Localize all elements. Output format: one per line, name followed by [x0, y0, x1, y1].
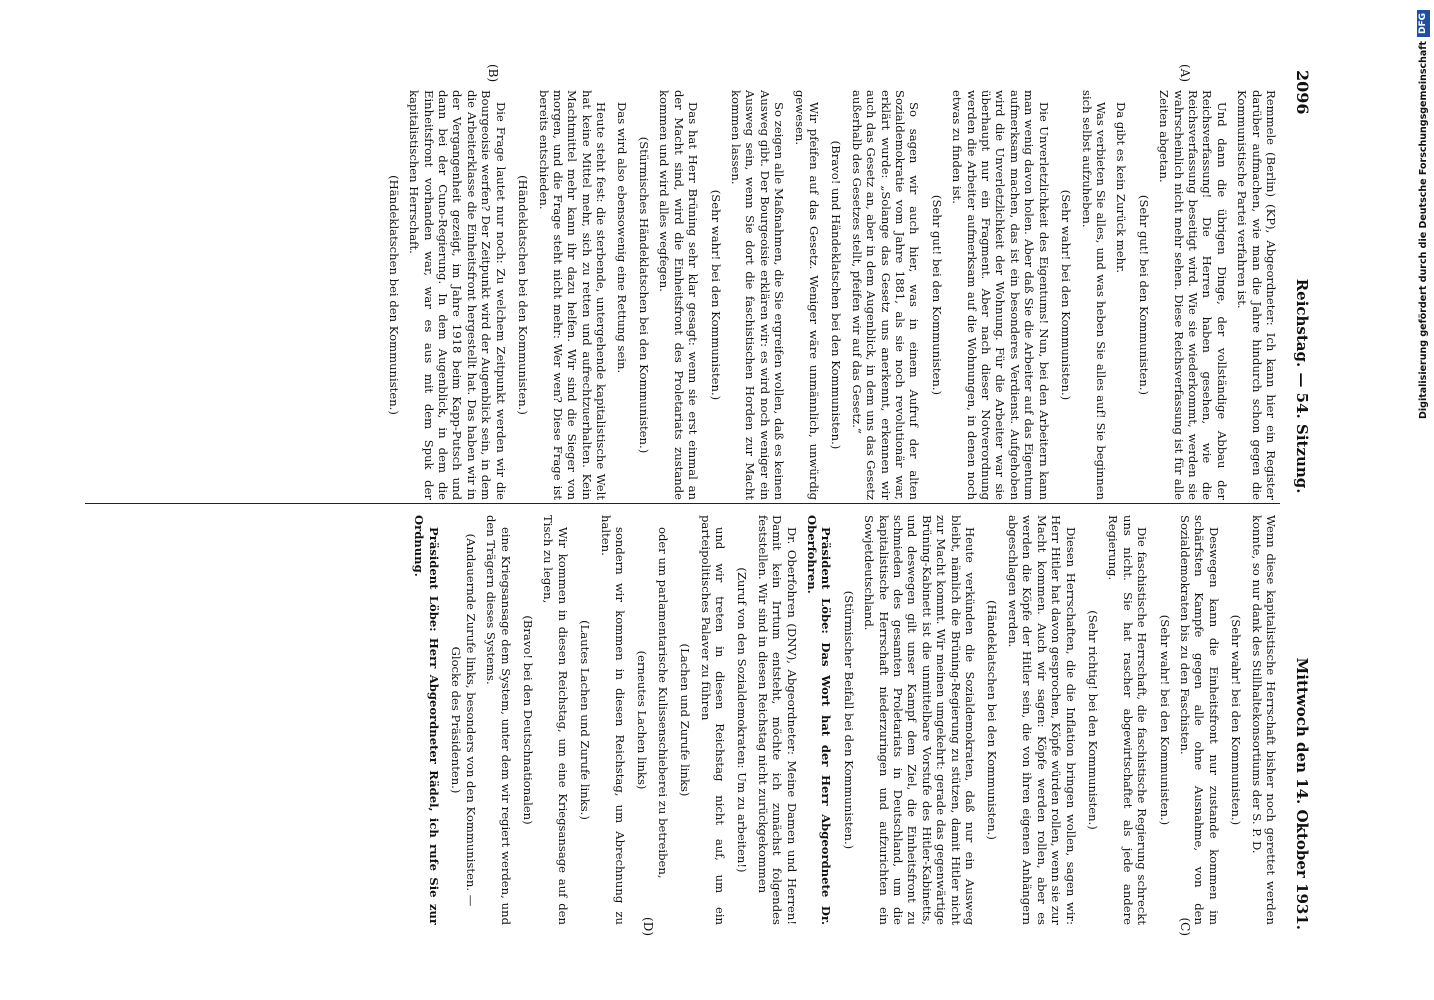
paragraph: Und dann die übrigen Dinge, der vollständige Abbau der Reichsverfassung! Die Herren haben gesehen, wie die Reichsverfassung beseitigt wird. Wie sie wiederkommt, werden sie wahrscheinlich nicht mehr sehen. Diese Reichsverfassung ist für alle Zeiten abgetan. [1157, 90, 1229, 500]
credit-line [1416, 10, 1430, 990]
paragraph: Das hat Herr Brüning sehr klar gesagt: wenn sie erst einmal an der Macht sind, wird die Einheitsfront des Proletariats zustande kommen und wird alles wegfegen. [657, 90, 701, 500]
margin-marker-d: (D) [641, 917, 655, 936]
interjection: (Händeklatschen bei den Kommunisten.) [386, 175, 401, 415]
paragraph: oder um parlamentarische Kulissenschieberei zu betreiben, [655, 527, 670, 879]
left-text-column [83, 90, 1278, 500]
paragraph: Heute steht fest: die sterbende, untergehende kapitalistische Welt hat keine Mittel mehr, sich zu retten und aufrechtzuerhalten. Kein Machtmittel mehr kann ihr dazu helfen. Wir sind die Sieger von morgen, und die Frage steht nicht mehr: Wer wen? Diese Frage ist bereits entschieden. [536, 90, 609, 500]
interjection: (Sehr wahr! bei den Kommunisten.) [1157, 614, 1172, 826]
paragraph: Das wird also ebensowenig eine Rettung sein. [614, 102, 629, 374]
margin-marker-a: (A) [1178, 64, 1192, 83]
session-date: Mittwoch den 14. Oktober 1931. [1293, 657, 1311, 930]
paragraph: Da gibt es kein Zurück mehr. [1114, 102, 1129, 274]
interjection: (Bravo! bei den Deutschnationalen) [520, 615, 535, 825]
margin-marker-c: (C) [1178, 917, 1192, 936]
paragraph: und wir treten in diesen Reichstag nicht auf, um ein parteipolitisches Palaver zu führen [698, 515, 727, 925]
rotated-page-content [70, 60, 1320, 940]
paragraph: Dr. Oberfohren (DNV), Abgeordneter: Meine Damen und Herren! Damit kein Irrtum entsteht, möchte ich zunächst folgendes feststellen. Wir sind in diesen Reichstag nicht zurückgekommen [755, 515, 799, 925]
dfg-logo: DFG [1417, 10, 1430, 37]
interjection: (Lautes Lachen und Zurufe links.) [578, 620, 593, 820]
paragraph: Wir kommen in diesen Reichstag, um eine Kriegsansage auf den Tisch zu legen, [541, 515, 570, 925]
interjection: (Händeklatschen bei den Kommunisten.) [985, 600, 1000, 840]
paragraph: Remmele (Berlin) (KP), Abgeordneter: Ich kann hier ein Register darüber aufmachen, wie man die Jahre hindurch schon gegen die Kommunistische Partei verfahren ist. [1235, 90, 1278, 500]
margin-marker-b: (B) [486, 64, 500, 83]
interjection: (erneutes Lachen links) [635, 650, 650, 790]
interjection: (Sehr wahr! bei den Kommunisten.) [1059, 189, 1074, 401]
interjection: (Sehr gut! bei den Kommunisten.) [929, 194, 944, 396]
digitization-credit [1416, 10, 1428, 990]
interjection: (Lachen und Zurufe links) [678, 643, 693, 797]
paragraph: sondern wir kommen in diesen Reichstag, um Abrechnung zu halten. [598, 515, 627, 925]
interjection: (Stürmischer Beifall bei den Kommunisten.) [841, 590, 856, 850]
paragraph: Die faschistische Herrschaft, die faschistische Regierung schreckt uns nicht. Sie hat rascher abgewirtschaftet als jede andere Regierung. [1106, 515, 1150, 925]
president-remark: Präsident Löbe: Das Wort hat der Herr Abgeordnete Dr. Oberfohren. [805, 515, 834, 925]
page-number: 2096 [1293, 70, 1312, 115]
paragraph: So sagen wir auch hier, was in einem Aufruf der alten Sozialdemokratie vom Jahre 1881, als sie noch revolutionär war, erklärt wurde: „Solange das Gesetz uns anerkennt, erkennen wir auch das Gesetz an, aber in dem Augenblick, in dem uns das Gesetz außerhalb des Gesetzes stellt, pfeifen wir auf das Gesetz.“ [849, 90, 922, 500]
right-text-column [83, 515, 1278, 925]
paragraph: Was verbieten Sie alles, und was heben Sie alles auf! Sie beginnen sich selbst aufzuheben. [1079, 90, 1108, 500]
interjection: (Sehr wahr! bei den Kommunisten.) [708, 189, 723, 401]
page-header [1288, 70, 1312, 930]
paragraph: Heute verkünden die Sozialdemokraten, daß nur ein Ausweg bleibt, nämlich die Brüning-Regierung zu stützen, damit Hitler nicht zur Macht kommt. Wir meinen umgekehrt: gerade das gegenwärtige Brüning-Kabinett ist die unmittelbare Vorstufe des Hitler-Kabinetts, und deswegen gilt unser Kampf dem Ziel, die Einheitsfront zu schmieden des gesamten Proletariats in Deutschland, um die kapitalistische Herrschaft niederzuringen und aufzurichten ein Sowjetdeutschland. [862, 515, 978, 925]
interjection: (Sehr wahr! bei den Kommunisten.) [1229, 614, 1244, 826]
scanned-page [70, 60, 1320, 940]
paragraph: Wenn diese kapitalistische Herrschaft bisher noch gerettet werden konnte, so nur dank des Stillhaltekonsortiums der S. P. D. [1249, 515, 1278, 925]
paragraph: Deswegen kann die Einheitsfront nur zustande kommen im schärfsten Kampfe gegen alle ohne Ausnahme, von den Sozialdemokraten bis zu den Faschisten. [1177, 515, 1221, 925]
interjection: (Händeklatschen bei den Kommunisten.) [516, 175, 531, 415]
interjection: (Sehr richtig! bei den Kommunisten.) [1085, 610, 1100, 830]
column-divider [85, 503, 1280, 504]
interjection: (Sehr gut! bei den Kommunisten.) [1136, 194, 1151, 396]
interjection: (Bravo! und Händeklatschen bei den Kommunisten.) [829, 140, 844, 450]
paragraph: eine Kriegsansage dem System, unter dem wir regiert werden, und den Trägern dieses Systems. [484, 515, 513, 925]
president-remark: Präsident Löbe: Herr Abgeordneter Rädel, ich rufe Sie zur Ordnung. [412, 515, 441, 925]
interjection: (Zuruf von den Sozialdemokraten: Um zu arbeiten!) [735, 567, 750, 873]
paragraph: Diesen Herrschaften, die die Inflation bringen wollen, sagen wir: Herr Hitler hat davon gesprochen, Köpfe würden rollen, wenn sie zur Macht kommen. Auch wir sagen: Köpfe werden rollen, aber es werden die Köpfe der Hitler sein, die von ihren eigenen Anhängern abgeschlagen werden. [1005, 515, 1078, 925]
credit-text: Digitalisierung gefördert durch die Deutsche Forschungsgemeinschaft [1417, 41, 1429, 419]
paragraph: Die Unverletzlichkeit des Eigentums! Nun, bei den Arbeitern kann man wenig davon holen. Aber daß Sie die Arbeiter auf das Eigentum aufmerksam machen, das ist ein besonderes Verdienst. Aufgehoben wird die Unverletzlichkeit der Wohnung. Für die Arbeiter war sie überhaupt nur ein Fragment. Aber nach dieser Notverordnung werden die Arbeiter aufmerksam auf die Wohnungen, in denen noch etwas zu finden ist. [950, 90, 1051, 500]
interjection: (Andauernde Zurufe links, besonders von den Kommunisten. — Glocke des Präsidenten.) [449, 533, 478, 907]
session-title: Reichstag. — 54. Sitzung. [1293, 278, 1311, 494]
paragraph: Wir pfeifen auf das Gesetz. Weniger wäre unmännlich, unwürdig gewesen. [792, 90, 822, 500]
paragraph: So zeigen alle Maßnahmen, die Sie ergreifen wollen, daß es keinen Ausweg gibt. Der Bourgeoisie erklären wir: es wird noch weniger ein Ausweg sein, wenn Sie dort die faschistischen Horden zur Macht kommen lassen. [729, 90, 787, 500]
paragraph: Die Frage lautet nur noch: Zu welchem Zeitpunkt werden wir die Bourgeoisie werfen? Der Zeitpunkt wird der Augenblick sein, in dem die Arbeiterklasse die Einheitsfront hergestellt hat. Das haben wir in der Vergangenheit gezeigt, im Jahre 1918 beim Kapp-Putsch und dann bei der Cuno-Regierung. In dem Augenblick, in dem die Einheitsfront vorhanden war, war es aus mit dem Spuk der kapitalistischen Herrschaft. [407, 90, 508, 500]
interjection: (Stürmisches Händeklatschen bei den Kommunisten.) [636, 136, 651, 454]
